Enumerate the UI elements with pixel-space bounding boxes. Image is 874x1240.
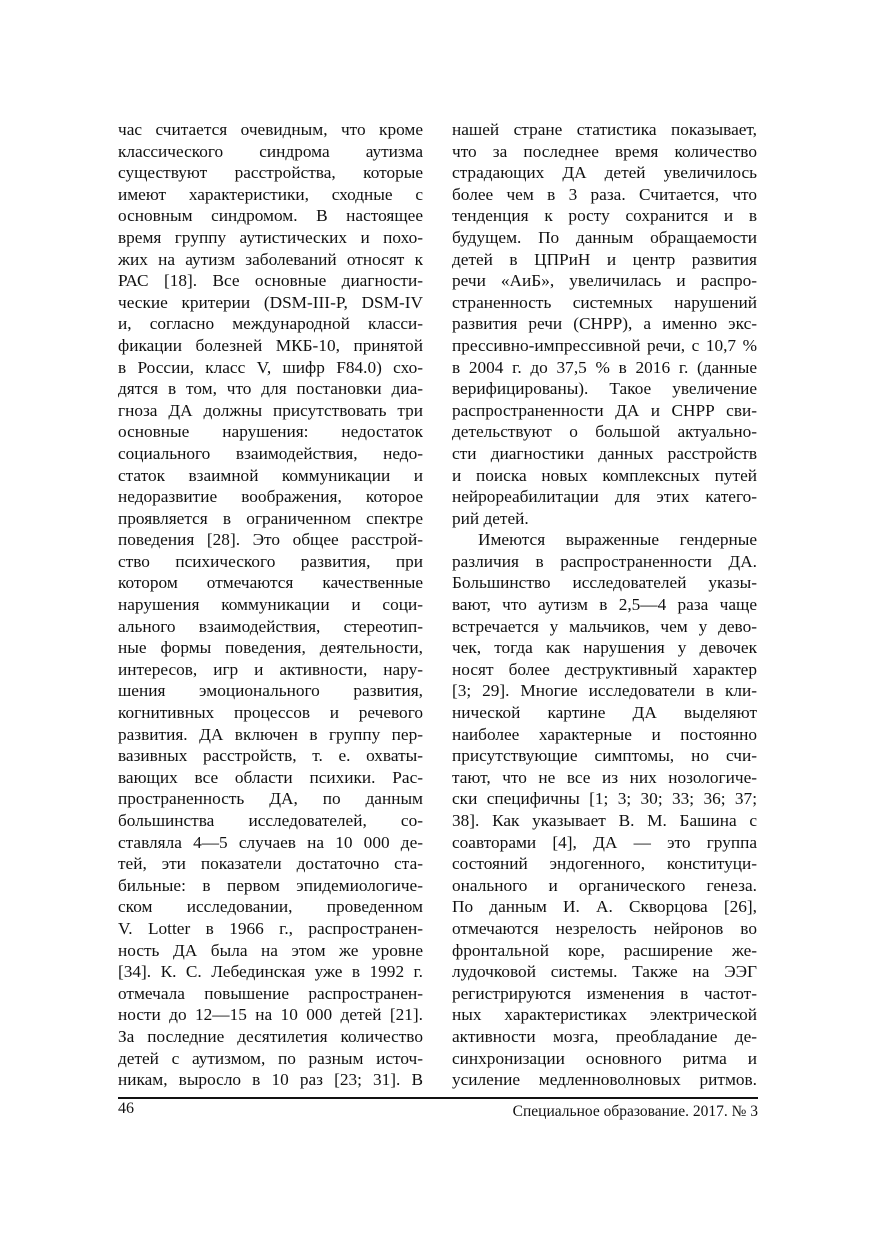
text-line: ального взаимодействия, стереотип- — [118, 616, 423, 636]
text-line: отмечала повышение распространен- — [118, 983, 423, 1003]
text-line: лудочковой системы. Также на ЭЭГ — [452, 962, 757, 982]
text-line: бильные: в первом эпидемиологиче- — [118, 875, 423, 895]
text-line: прессивно-импрессивной речи, с 10,7 % — [452, 335, 757, 355]
text-line: вают, что аутизм в 2,5—4 раза чаще — [452, 595, 757, 615]
text-line: фронтальной коре, расширение же- — [452, 940, 757, 960]
text-line: 38]. Как указывает В. М. Башина с — [452, 811, 757, 830]
text-line: пространенность ДА, по данным — [118, 789, 423, 809]
text-line: большинства исследователей, со- — [118, 811, 423, 830]
text-line: когнитивных процессов и речевого — [118, 703, 423, 723]
text-line: активности мозга, преобладание де- — [452, 1026, 757, 1046]
text-line: социального взаимодействия, недо- — [118, 443, 423, 463]
text-line: детей с аутизмом, по разным источ- — [118, 1048, 423, 1068]
text-line: недоразвитие воображения, которое — [118, 487, 423, 507]
text-line: имеют характеристики, сходные с — [118, 184, 423, 204]
text-column-right — [452, 119, 757, 1091]
text-line: различия в распространенности ДА. — [452, 551, 757, 571]
text-line: классического синдрома аутизма — [118, 141, 423, 161]
text-line: ных характеристиках электрической — [452, 1005, 757, 1025]
text-line: гноза ДА должны присутствовать три — [118, 400, 423, 420]
text-line: распространенности ДА и СНРР сви- — [452, 400, 757, 420]
text-line: никам, выросло в 10 раз [23; 31]. В — [118, 1070, 423, 1090]
text-line: котором отмечаются качественные — [118, 573, 423, 593]
text-line: интересов, игр и активности, нару- — [118, 659, 423, 679]
text-line: речи «АиБ», увеличилась и распро- — [452, 271, 757, 291]
text-line: что за последнее время количество — [452, 141, 757, 161]
text-line: тают, что не все из них нозологиче- — [452, 767, 757, 787]
text-line: нарушения коммуникации и соци- — [118, 595, 423, 615]
text-line: тенденция к росту сохранится и в — [452, 206, 757, 226]
text-line: онального и органического генеза. — [452, 875, 757, 895]
text-line: отмечаются незрелость нейронов во — [452, 918, 757, 938]
text-line: шения эмоционального развития, — [118, 681, 423, 701]
text-line: [34]. К. С. Лебединская уже в 1992 г. — [118, 962, 423, 982]
text-line: ставляла 4—5 случаев на 10 000 де- — [118, 832, 423, 852]
text-line: [3; 29]. Многие исследователи в кли- — [452, 681, 757, 701]
text-line: более чем в 3 раза. Считается, что — [452, 184, 757, 204]
text-line: присутствующие симптомы, но счи- — [452, 746, 757, 766]
text-line: тей, эти показатели достаточно ста- — [118, 854, 423, 874]
text-line: развития. ДА включен в группу пер- — [118, 724, 423, 744]
text-line: основные нарушения: недостаток — [118, 422, 423, 442]
text-line: V. Lotter в 1966 г., распространен- — [118, 918, 423, 938]
text-line: ческие критерии (DSM-III-P, DSM-IV — [118, 292, 423, 312]
text-line: детей в ЦПРиН и центр развития — [452, 249, 757, 269]
text-line: жих на аутизм заболеваний относят к — [118, 249, 423, 269]
text-line: фикации болезней МКБ-10, принятой — [118, 335, 423, 355]
text-line: и поиска новых комплексных путей — [452, 465, 757, 485]
text-line: нашей стране статистика показывает, — [452, 120, 757, 139]
text-line: и, согласно международной класси- — [118, 314, 423, 334]
footer-divider — [118, 1097, 758, 1099]
text-line: Имеются выраженные гендерные — [478, 530, 757, 550]
text-column-left — [118, 119, 423, 1091]
text-line: ском исследовании, проведенном — [118, 897, 423, 917]
text-line: в 2004 г. до 37,5 % в 2016 г. (данные — [452, 357, 757, 377]
text-line: За последние десятилетия количество — [118, 1026, 423, 1046]
text-line: Большинство исследователей указы- — [452, 573, 757, 593]
text-line: встречается у мальчиков, чем у дево- — [452, 616, 757, 636]
text-line: верифицированы). Такое увеличение — [452, 379, 757, 399]
text-line: состояний эндогенного, конституци- — [452, 854, 757, 874]
text-line: детельствуют о большой актуально- — [452, 422, 757, 442]
text-line: По данным И. А. Скворцова [26], — [452, 897, 757, 917]
text-line: ные формы поведения, деятельности, — [118, 638, 423, 658]
journal-citation: Специальное образование. 2017. № 3 — [512, 1103, 758, 1120]
page-number: 46 — [118, 1100, 134, 1117]
text-line: проявляется в ограниченном спектре — [118, 508, 423, 528]
text-line: усиление медленноволновых ритмов. — [452, 1070, 757, 1090]
text-line: рий детей. — [452, 508, 529, 528]
text-line: нейрореабилитации для этих катего- — [452, 487, 757, 507]
text-line: вазивных расстройств, т. е. охваты- — [118, 746, 423, 766]
text-line: чек, тогда как нарушения у девочек — [452, 638, 757, 658]
text-line: страненность системных нарушений — [452, 292, 757, 312]
text-line: время группу аутистических и похо- — [118, 227, 423, 247]
text-line: регистрируются изменения в частот- — [452, 983, 757, 1003]
text-line: страдающих ДА детей увеличилось — [452, 163, 757, 183]
text-line: соавторами [4], ДА — это группа — [452, 832, 757, 852]
text-line: носят более деструктивный характер — [452, 659, 757, 679]
text-line: наиболее характерные и постоянно — [452, 724, 757, 744]
text-line: сти диагностики данных расстройств — [452, 443, 757, 463]
text-line: поведения [28]. Это общее расстрой- — [118, 530, 423, 550]
text-line: вающих все области психики. Рас- — [118, 767, 423, 787]
text-line: развития речи (СНРР), а именно экс- — [452, 314, 757, 334]
text-line: ности до 12—15 на 10 000 детей [21]. — [118, 1005, 423, 1025]
text-line: основным синдромом. В настоящее — [118, 206, 423, 226]
text-line: статок взаимной коммуникации и — [118, 465, 423, 485]
text-line: час считается очевидным, что кроме — [118, 120, 423, 139]
text-line: существуют расстройства, которые — [118, 163, 423, 183]
text-line: дятся в том, что для постановки диа- — [118, 379, 423, 399]
text-line: нической картине ДА выделяют — [452, 703, 757, 723]
text-line: ство психического развития, при — [118, 551, 423, 571]
text-line: ски специфичны [1; 3; 30; 33; 36; 37; — [452, 789, 757, 809]
text-line: РАС [18]. Все основные диагности- — [118, 271, 423, 291]
text-line: ность ДА была на этом же уровне — [118, 940, 423, 960]
text-line: синхронизации основного ритма и — [452, 1048, 757, 1068]
text-line: будущем. По данным обращаемости — [452, 227, 757, 247]
text-line: в России, класс V, шифр F84.0) схо- — [118, 357, 423, 377]
